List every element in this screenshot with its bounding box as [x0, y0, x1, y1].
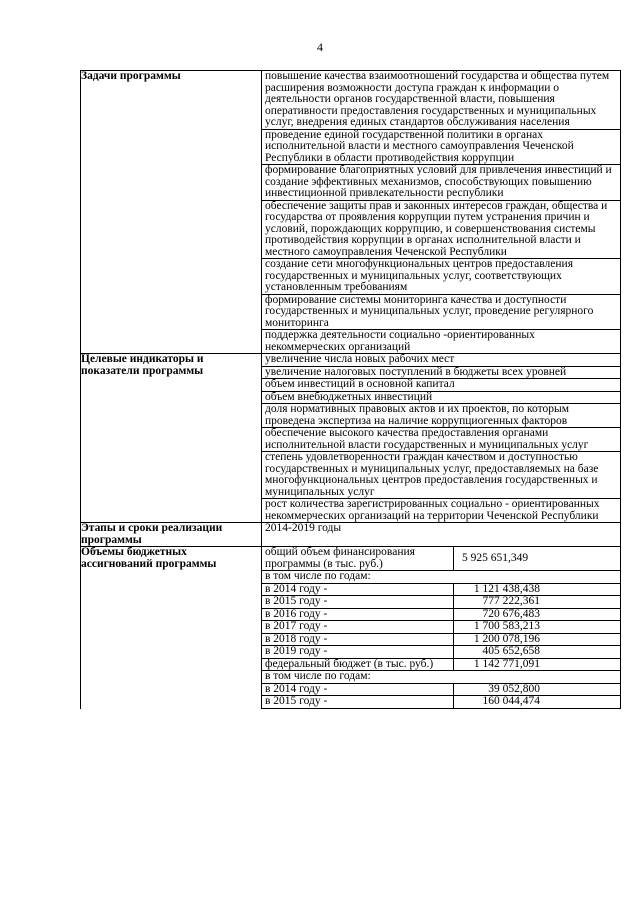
budget-year-label: в 2018 году - — [262, 633, 454, 646]
task-item: формирование благоприятных условий для привлечения инвестиций и создание эффективных механизмов, способствующих повышению инвестиционной привлекательности республики — [262, 165, 620, 201]
indicators-content — [262, 354, 621, 523]
budget-year-value: 1 121 438,438 — [454, 583, 621, 596]
budget-year-value: 405 652,658 — [454, 646, 621, 659]
indicator-item: объем внебюджетных инвестиций — [262, 391, 620, 404]
federal-year-value: 160 044,474 — [454, 696, 621, 709]
federal-year-value: 39 052,800 — [454, 683, 621, 696]
indicator-item: увеличение налоговых поступлений в бюджеты всех уровней — [262, 366, 620, 379]
budget-year-label: в 2014 году - — [262, 583, 454, 596]
budget-by-years-label: в том числе по годам: — [262, 571, 620, 584]
stages-label: Этапы и сроки реализации программы — [81, 523, 262, 547]
budget-content — [262, 547, 621, 709]
indicators-label: Целевые индикаторы и показатели программы — [81, 354, 262, 523]
budget-year-value: 777 222,361 — [454, 596, 621, 609]
federal-budget-value: 1 142 771,091 — [454, 658, 621, 671]
budget-year-value: 1 200 078,196 — [454, 633, 621, 646]
task-item: создание сети многофункциональных центров предоставления государственных и муниципальных услуг, соответствующих установленным требованиям — [262, 259, 620, 295]
budget-year-label: в 2017 году - — [262, 621, 454, 634]
indicators-row — [81, 354, 621, 523]
budget-year-label: в 2019 году - — [262, 646, 454, 659]
stages-period: 2014-2019 годы — [265, 522, 342, 534]
task-item: формирование системы мониторинга качества и доступности государственных и муниципальных услуг, проведение регулярного мониторинга — [262, 294, 620, 330]
indicator-item: рост количества зарегистрированных социально - ориентированных некоммерческих организаций на территории Чеченской Республики — [262, 499, 620, 523]
budget-total-value: 5 925 651,349 — [454, 547, 621, 571]
indicator-item: обеспечение высокого качества предоставления органами исполнительной власти государственных и муниципальных услуг — [262, 428, 620, 452]
budget-year-label: в 2016 году - — [262, 608, 454, 621]
budget-year-value: 1 700 583,213 — [454, 621, 621, 634]
indicator-item: увеличение числа новых рабочих мест — [265, 353, 455, 365]
stages-row — [81, 523, 621, 547]
budget-label: Объемы бюджетных ассигнований программы — [81, 547, 262, 709]
task-item: обеспечение защиты прав и законных интересов граждан, общества и государства от проявления коррупции путем устранения причин и условий, порождающих коррупцию, и совершенствования системы противодействия коррупции в органах исполнительной власти и местного самоуправления Чеченской Республики — [262, 200, 620, 259]
indicator-item: объем инвестиций в основной капитал — [262, 379, 620, 392]
tasks-content — [262, 71, 621, 354]
budget-year-value: 720 676,483 — [454, 608, 621, 621]
federal-by-years-label: в том числе по годам: — [262, 671, 620, 684]
stages-value — [262, 523, 621, 547]
federal-year-label: в 2014 году - — [262, 683, 454, 696]
task-item: поддержка деятельности социально -ориентированных некоммерческих организаций — [262, 330, 620, 354]
tasks-row — [81, 71, 621, 354]
indicator-item: степень удовлетворенности граждан качеством и доступностью государственных и муниципальных услуг, предоставляемых на базе многофункциональных центров предоставления государственных и муниципальных услуг — [262, 452, 620, 499]
task-item: проведение единой государственной политики в органах исполнительной власти и местного самоуправления Чеченской Республики в области противодействия коррупции — [262, 129, 620, 165]
budget-row — [81, 547, 621, 709]
task-item: повышение качества взаимоотношений государства и общества путем расширения возможности доступа граждан к информации о деятельности органов государственной власти, повышения оперативности предоставления государственных и муниципальных услуг, внедрения единых стандартов обслуживания населения — [265, 70, 610, 128]
indicator-item: доля нормативных правовых актов и их проектов, по которым проведена экспертиза на наличие коррупциогенных факторов — [262, 404, 620, 428]
federal-budget-label: федеральный бюджет (в тыс. руб.) — [262, 658, 454, 671]
page-number: 4 — [317, 40, 323, 54]
federal-year-label: в 2015 году - — [262, 696, 454, 709]
budget-total-label: общий объем финансирования программы (в тыс. руб.) — [265, 546, 415, 570]
program-passport-table — [80, 70, 621, 709]
budget-year-label: в 2015 году - — [262, 596, 454, 609]
tasks-label: Задачи программы — [81, 71, 262, 354]
